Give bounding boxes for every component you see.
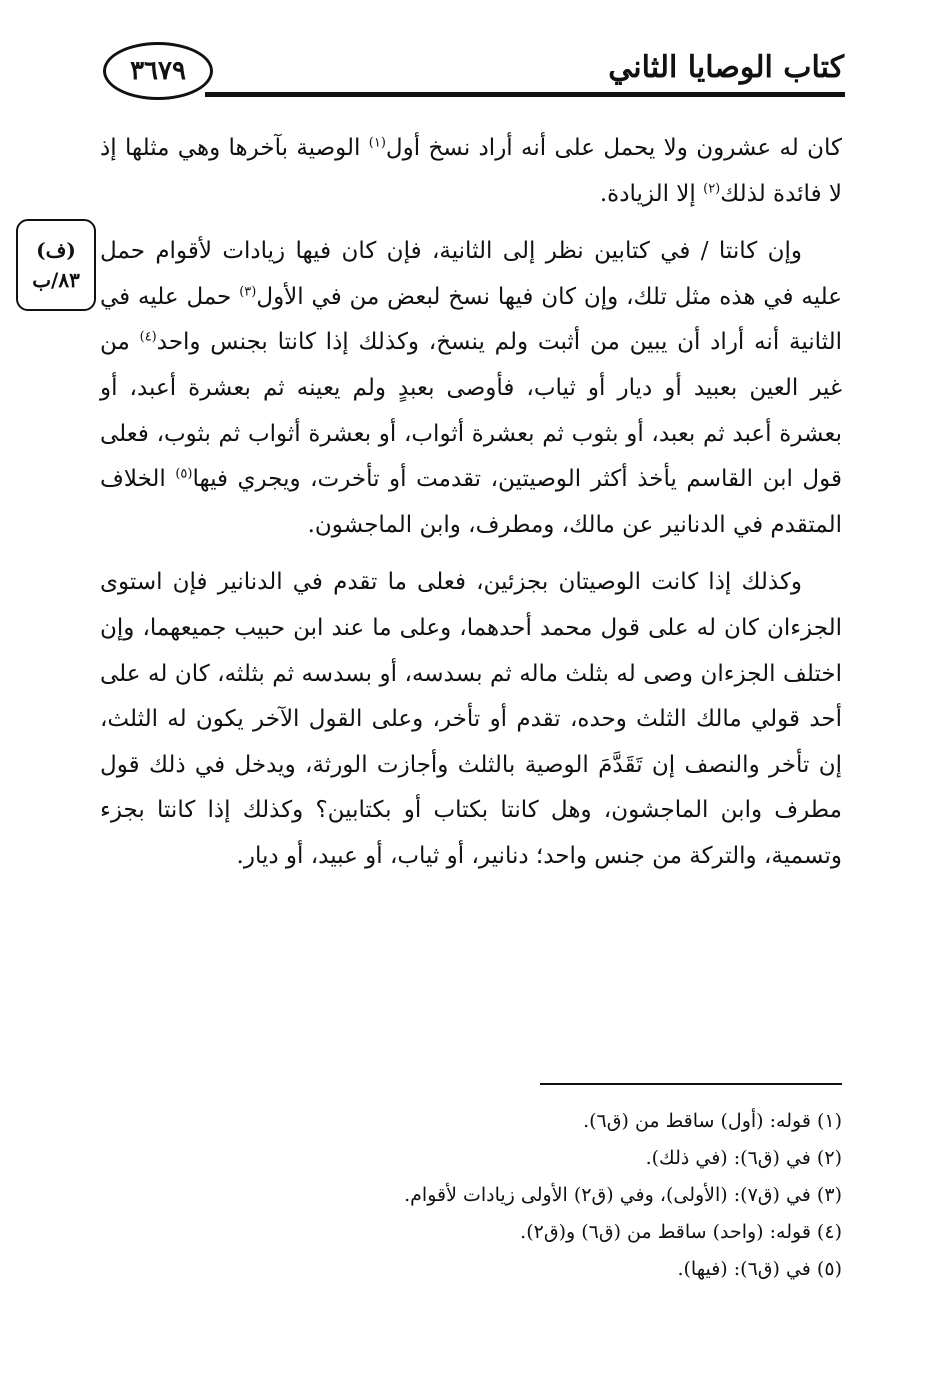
book-title: كتاب الوصايا الثاني bbox=[608, 50, 844, 85]
footnote-ref-5: (٥) bbox=[175, 466, 193, 482]
page-header bbox=[0, 0, 926, 110]
footnote-2: (٢) في (ق٦): (في ذلك). bbox=[645, 1147, 842, 1169]
text-run: إلا الزيادة. bbox=[599, 180, 704, 207]
text-run: الوصية بآخرها وهي مثلها إذ لا فائدة لذلك bbox=[100, 135, 842, 207]
footnote-separator bbox=[540, 1083, 842, 1085]
manuscript-folio-note bbox=[16, 219, 96, 311]
footnote-ref-1: (١) bbox=[368, 135, 386, 151]
footnote-4: (٤) قوله: (واحد) ساقط من (ق٦) و(ق٢). bbox=[520, 1221, 842, 1243]
text-run: كان له عشرون ولا يحمل على أنه أراد نسخ أول bbox=[385, 135, 842, 161]
page-number: ٣٦٧٩ bbox=[130, 56, 186, 86]
text-run: وإن كانتا / في كتابين نظر إلى الثانية، فإن كان فيها زيادات لأقوام حمل عليه في هذه مثل تلك، وإن كان فيها نسخ لبعض من في الأول bbox=[100, 238, 842, 310]
footnote-5: (٥) في (ق٦): (فيها). bbox=[677, 1258, 842, 1280]
paragraph-1 bbox=[100, 126, 842, 217]
text-run: حمل عليه في الثانية أنه أراد أن يبين من أثبت ولم ينسخ، وكذلك إذا كانتا بجنس واحد bbox=[100, 283, 843, 356]
header-rule bbox=[205, 92, 845, 97]
text-run: الخلاف المتقدم في الدنانير عن مالك، ومطرف، وابن الماجشون. bbox=[100, 466, 842, 538]
main-text bbox=[100, 126, 842, 880]
paragraph-3: وكذلك إذا كانت الوصيتان بجزئين، فعلى ما تقدم في الدنانير فإن استوى الجزءان كان له على قول محمد أحدهما، وعلى ما عند ابن حبيب جميعهما، وإن اختلف الجزءان وصى له بثلث ماله ثم بسدسه، أو بسدسه ثم بثلثه، كان له على أحد قولي مالك الثلث وحده، تقدم أو تأخر، وعلى القول الآخر يكون له الثلث، إن تأخر والنصف إن تَقَدَّمَ الوصية بالثلث وأجازت الورثة، ويدخل في ذلك قول مطرف وابن الماجشون، وهل كانتا بكتاب أو بكتابين؟ وكذلك إذا كانتا بجزء وتسمية، والتركة من جنس واحد؛ دنانير، أو ثياب، أو عبيد، أو ديار. bbox=[100, 569, 842, 869]
folio-note-line2: ٨٣/ب bbox=[32, 268, 80, 292]
footnotes bbox=[300, 1103, 842, 1288]
footnote-3: (٣) في (ق٧): (الأولى)، وفي (ق٢) الأولى زيادات لأقوام. bbox=[404, 1184, 842, 1206]
footnote-ref-4: (٤) bbox=[139, 329, 157, 345]
footnote-1: (١) قوله: (أول) ساقط من (ق٦). bbox=[583, 1110, 842, 1132]
footnote-ref-2: (٢) bbox=[703, 180, 721, 196]
folio-note-line1: (ف) bbox=[36, 238, 76, 262]
text-run: من غير العين بعبيد أو ديار أو ثياب، فأوصى بعبدٍ ولم يعينه ثم بعشرة أعبد، أو بعشرة أعبد ثم بعبد، أو بثوب ثم بعشرة أثواب، أو بعشرة أثواب ثم بثوب، فعلى قول ابن القاسم يأخذ أكثر الوصيتين، تقدمت أو تأخرت، ويجري فيها bbox=[100, 329, 842, 493]
paragraph-2 bbox=[100, 229, 842, 548]
footnote-ref-3: (٣) bbox=[239, 284, 257, 300]
